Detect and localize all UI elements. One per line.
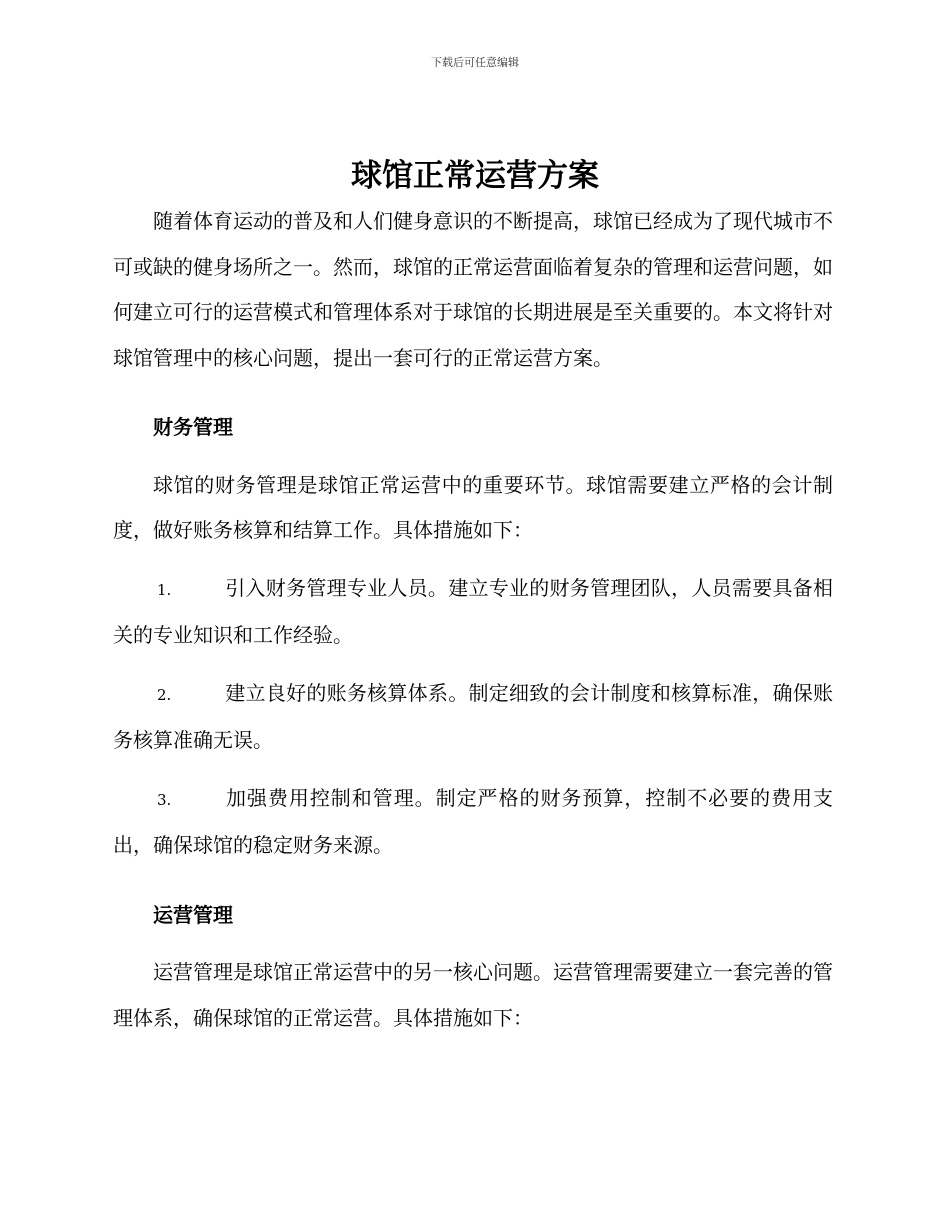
list-item-text: 加强费用控制和管理。制定严格的财务预算，控制不必要的费用支出，确保球馆的稳定财务来源。	[113, 785, 833, 857]
list-number: 1.	[157, 580, 172, 599]
list-item-text: 建立良好的账务核算体系。制定细致的会计制度和核算标准，确保账务核算准确无误。	[113, 680, 833, 752]
list-item	[113, 776, 833, 869]
document-title: 球馆正常运营方案	[351, 158, 599, 194]
section-paragraph-operations: 运营管理是球馆正常运营中的另一核心问题。运营管理需要建立一套完善的管理体系，确保球馆的正常运营。具体措施如下：	[113, 960, 833, 1030]
list-item	[113, 566, 833, 659]
section-heading-finance: 财务管理	[153, 415, 233, 439]
list-number: 2.	[157, 685, 172, 704]
intro-paragraph: 随着体育运动的普及和人们健身意识的不断提高，球馆已经成为了现代城市不可或缺的健身场所之一。然而，球馆的正常运营面临着复杂的管理和运营问题，如何建立可行的运营模式和管理体系对于球馆的长期进展是至关重要的。本文将针对球馆管理中的核心问题，提出一套可行的正常运营方案。	[113, 209, 833, 370]
list-item-text: 引入财务管理专业人员。建立专业的财务管理团队，人员需要具备相关的专业知识和工作经验。	[113, 575, 833, 647]
section-paragraph-finance: 球馆的财务管理是球馆正常运营中的重要环节。球馆需要建立严格的会计制度，做好账务核算和结算工作。具体措施如下：	[113, 472, 833, 542]
list-number: 3.	[157, 790, 172, 809]
section-heading-operations: 运营管理	[153, 902, 233, 927]
document-body	[113, 199, 833, 1041]
page-header: 下载后可任意编辑	[431, 56, 519, 69]
list-item	[113, 671, 833, 764]
